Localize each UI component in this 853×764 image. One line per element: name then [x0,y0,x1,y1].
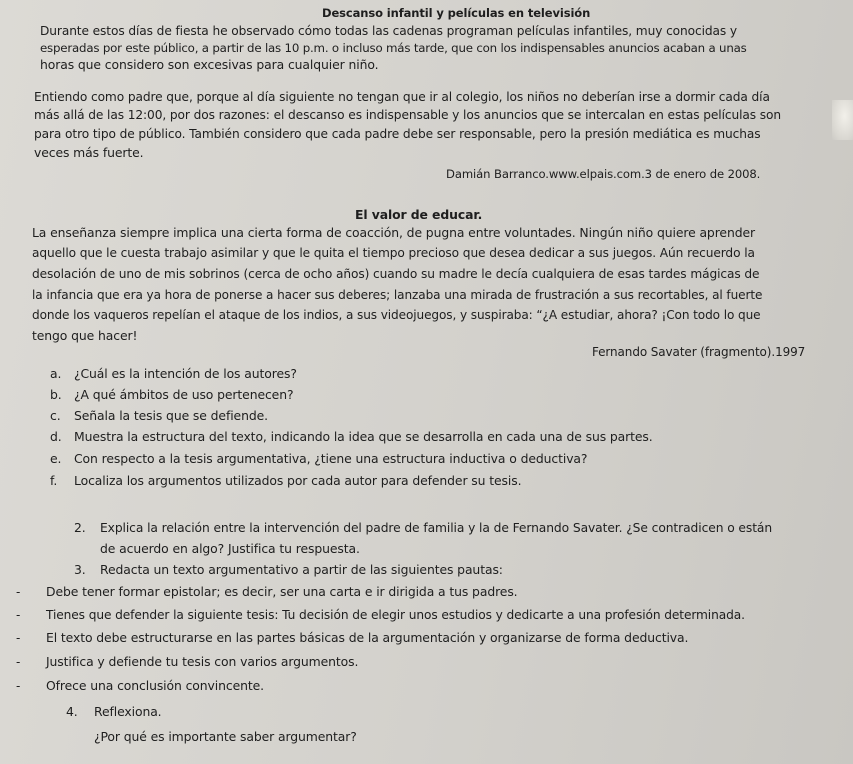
text2-body-line: aquello que le cuesta trabajo asimilar y que le quita el tiempo precioso que desea dedicar a sus juegos. Aún recuerdo la [32,246,755,260]
text2-body-line: La enseñanza siempre implica una cierta forma de coacción, de pugna entre voluntades. Ningún niño quiere aprender [32,225,755,240]
question-a-letter: a. [50,366,62,381]
question-2-number: 2. [74,520,86,535]
question-d-letter: d. [50,429,62,444]
text1-source: Damián Barranco.www.elpais.com.3 de enero de 2008. [446,167,761,181]
question-e-letter: e. [50,451,62,466]
text1-paragraph2-line: Entiendo como padre que, porque al día siguiente no tengan que ir al colegio, los niños no deberían irse a dormir cada día [34,90,770,104]
question-f-letter: f. [50,473,58,488]
text2-body-line: desolación de uno de mis sobrinos (cerca de ocho años) cuando su madre le decía cualquiera de esas tardes mágicas de [32,267,760,281]
guideline-1: Debe tener formar epistolar; es decir, ser una carta e ir dirigida a tus padres. [46,584,518,599]
guideline-bullet: - [16,655,21,669]
text2-body-line: tengo que hacer! [32,328,138,343]
guideline-bullet: - [16,631,21,645]
question-b-text: ¿A qué ámbitos de uso pertenecen? [74,387,294,402]
text1-paragraph2-line: veces más fuerte. [34,145,144,160]
guideline-2: Tienes que defender la siguiente tesis: Tu decisión de elegir unos estudios y dedicarte a una profesión determinada. [46,608,745,622]
photo-glare [832,100,853,140]
text1-paragraph1-line: esperadas por este público, a partir de las 10 p.m. o incluso más tarde, que con los indispensables anuncios acaban a unas [40,41,747,55]
question-d-text: Muestra la estructura del texto, indicando la idea que se desarrolla en cada una de sus partes. [74,429,653,444]
guideline-bullet: - [16,679,21,693]
text2-title: El valor de educar. [355,207,483,222]
guideline-bullet: - [16,585,21,599]
question-4-number: 4. [66,704,78,719]
question-4-title: Reflexiona. [94,704,162,719]
question-e-text: Con respecto a la tesis argumentativa, ¿tiene una estructura inductiva o deductiva? [74,451,588,466]
guideline-5: Ofrece una conclusión convincente. [46,678,264,693]
text2-source: Fernando Savater (fragmento).1997 [592,345,806,359]
question-2-line: Explica la relación entre la intervención del padre de familia y la de Fernando Savater. ¿Se contradicen o están [100,521,773,535]
guideline-4: Justifica y defiende tu tesis con varios argumentos. [46,654,359,669]
text1-paragraph2-line: para otro tipo de público. También considero que cada padre debe ser responsable, pero la presión mediática es muchas [34,127,761,141]
text2-body-line: donde los vaqueros repelían el ataque de los indios, a sus videojuegos, y suspiraba: “¿A estudiar, ahora? ¡Con todo lo que [32,308,761,322]
question-f-text: Localiza los argumentos utilizados por cada autor para defender su tesis. [74,473,522,488]
question-4-question: ¿Por qué es importante saber argumentar? [94,729,357,744]
text2-body-line: la infancia que era ya hora de ponerse a hacer sus deberes; lanzaba una mirada de frustración a sus recortables, al fuerte [32,288,763,302]
text1-title: Descanso infantil y películas en televisión [322,6,591,20]
question-3-text: Redacta un texto argumentativo a partir de las siguientes pautas: [100,562,503,577]
question-c-text: Señala la tesis que se defiende. [74,408,268,423]
question-b-letter: b. [50,387,62,402]
text1-paragraph1-line: horas que considero son excesivas para cualquier niño. [40,57,379,72]
question-3-number: 3. [74,562,86,577]
text1-paragraph2-line: más allá de las 12:00, por dos razones: el descanso es indispensable y los anuncios que se intercalan en estas películas son [34,108,781,122]
question-a-text: ¿Cuál es la intención de los autores? [74,366,297,381]
question-c-letter: c. [50,408,61,423]
guideline-bullet: - [16,608,21,622]
question-2-line: de acuerdo en algo? Justifica tu respuesta. [100,541,360,556]
text1-paragraph1-line: Durante estos días de fiesta he observado cómo todas las cadenas programan películas infantiles, muy conocidas y [40,24,738,38]
guideline-3: El texto debe estructurarse en las partes básicas de la argumentación y organizarse de forma deductiva. [46,630,689,645]
